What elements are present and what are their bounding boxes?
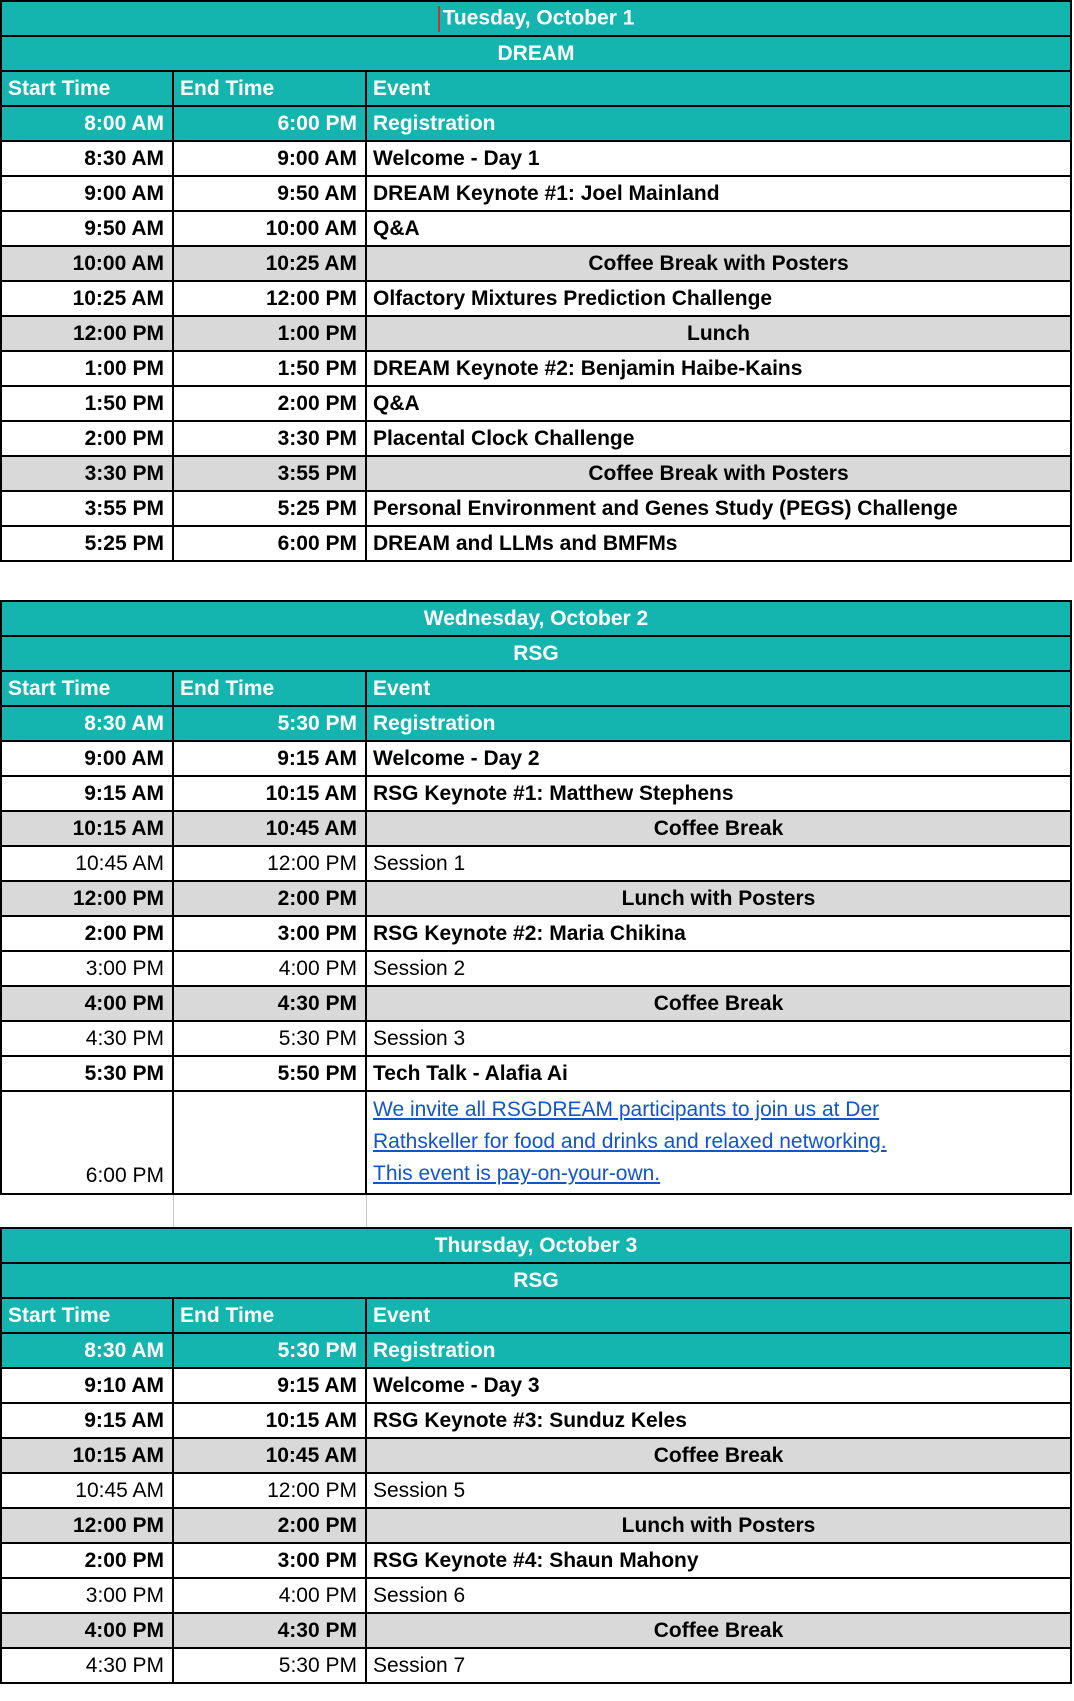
end-time-cell[interactable]: 2:00 PM [173,386,366,421]
event-cell[interactable]: Registration [366,706,1071,741]
start-time-cell[interactable]: 10:45 AM [1,1473,173,1508]
schedule-row [1,881,1071,916]
end-time-cell[interactable]: 5:25 PM [173,491,366,526]
day-title-row [1,601,1071,636]
end-time-cell[interactable]: 2:00 PM [173,881,366,916]
end-time-cell[interactable]: 4:00 PM [173,951,366,986]
event-cell[interactable]: Coffee Break with Posters [366,456,1071,491]
column-header-start[interactable]: Start Time [1,1298,173,1333]
column-header-start[interactable]: Start Time [1,671,173,706]
track-title-cell[interactable]: RSG [1,1263,1071,1298]
schedule-row [1,386,1071,421]
column-header-end[interactable]: End Time [173,71,366,106]
end-time-cell[interactable]: 12:00 PM [173,281,366,316]
end-time-cell[interactable]: 10:00 AM [173,211,366,246]
event-cell[interactable]: RSG Keynote #2: Maria Chikina [366,916,1071,951]
end-time-cell[interactable]: 4:00 PM [173,1578,366,1613]
start-time-cell[interactable]: 5:25 PM [1,526,173,561]
schedule-row [1,1403,1071,1438]
schedule-table-tuesday [0,0,1072,562]
schedule-row [1,1648,1071,1683]
event-cell[interactable]: Registration [366,106,1071,141]
column-header-event[interactable]: Event [366,1298,1071,1333]
schedule-row [1,1508,1071,1543]
schedule-row [1,106,1071,141]
event-cell[interactable]: Personal Environment and Genes Study (PEGS) Challenge [366,491,1071,526]
start-time-cell[interactable]: 10:45 AM [1,846,173,881]
event-cell[interactable]: Coffee Break [366,1613,1071,1648]
schedule-row [1,141,1071,176]
end-time-cell[interactable]: 3:30 PM [173,421,366,456]
start-time-cell[interactable]: 3:00 PM [1,1578,173,1613]
event-cell[interactable]: Session 1 [366,846,1071,881]
day-title-row [1,1228,1071,1263]
event-cell[interactable]: Welcome - Day 2 [366,741,1071,776]
column-header-start[interactable]: Start Time [1,71,173,106]
start-time-cell[interactable]: 9:00 AM [1,741,173,776]
start-time-cell[interactable]: 4:30 PM [1,1021,173,1056]
column-header-end[interactable]: End Time [173,671,366,706]
event-cell[interactable]: Coffee Break with Posters [366,246,1071,281]
schedule-row [1,951,1071,986]
start-time-cell[interactable]: 3:55 PM [1,491,173,526]
event-cell[interactable]: Session 2 [366,951,1071,986]
schedule-row [1,246,1071,281]
schedule-row [1,916,1071,951]
schedule-row [1,986,1071,1021]
networking-event-link[interactable]: Rathskeller for food and drinks and relaxed networking. [373,1130,887,1153]
schedule-row [1,1056,1071,1091]
end-time-cell[interactable]: 5:30 PM [173,1648,366,1683]
schedule-row [1,1368,1071,1403]
day-title: Wednesday, October 2 [423,606,649,630]
start-time-cell[interactable]: 9:15 AM [1,776,173,811]
column-header-event[interactable]: Event [366,671,1071,706]
end-time-cell[interactable]: 3:00 PM [173,916,366,951]
schedule-row [1,1194,1071,1227]
end-time-cell[interactable]: 12:00 PM [173,846,366,881]
event-cell[interactable]: DREAM and LLMs and BMFMs [366,526,1071,561]
start-time-cell[interactable]: 2:00 PM [1,421,173,456]
schedule-row [1,1333,1071,1368]
end-time-cell[interactable]: 6:00 PM [173,526,366,561]
end-time-cell[interactable]: 9:15 AM [173,741,366,776]
schedule-row [1,741,1071,776]
event-cell[interactable]: Lunch with Posters [366,881,1071,916]
event-cell-empty[interactable] [366,1194,1071,1227]
start-time-cell[interactable]: 9:10 AM [1,1368,173,1403]
event-cell[interactable]: Lunch [366,316,1071,351]
end-time-cell[interactable]: 4:30 PM [173,986,366,1021]
event-cell[interactable]: Welcome - Day 1 [366,141,1071,176]
end-time-cell[interactable]: 6:00 PM [173,106,366,141]
track-row [1,636,1071,671]
start-time-cell[interactable]: 5:30 PM [1,1056,173,1091]
event-cell[interactable]: Q&A [366,211,1071,246]
schedule-row [1,211,1071,246]
schedule-row [1,281,1071,316]
start-time-cell-empty[interactable] [1,1194,173,1227]
cell-cursor-line [438,6,440,32]
start-time-cell[interactable]: 10:15 AM [1,1438,173,1473]
column-header-row [1,671,1071,706]
event-cell[interactable]: Session 7 [366,1648,1071,1683]
schedule-row [1,351,1071,386]
end-time-cell[interactable] [173,1091,366,1194]
schedule-row [1,706,1071,741]
event-cell[interactable]: RSG Keynote #3: Sunduz Keles [366,1403,1071,1438]
end-time-cell[interactable]: 10:25 AM [173,246,366,281]
networking-event-link[interactable]: This event is pay-on-your-own. [373,1162,661,1185]
start-time-cell[interactable]: 12:00 PM [1,1508,173,1543]
event-cell [366,1091,1071,1194]
event-cell[interactable]: Session 5 [366,1473,1071,1508]
start-time-cell[interactable]: 9:00 AM [1,176,173,211]
start-time-cell[interactable]: 9:15 AM [1,1403,173,1438]
end-time-cell[interactable]: 4:30 PM [173,1613,366,1648]
schedule-row [1,846,1071,881]
end-time-cell[interactable]: 10:45 AM [173,811,366,846]
schedule-row [1,776,1071,811]
schedule-row [1,811,1071,846]
schedule-row [1,526,1071,561]
end-time-cell[interactable]: 2:00 PM [173,1508,366,1543]
start-time-cell[interactable]: 4:00 PM [1,1613,173,1648]
start-time-cell[interactable]: 10:25 AM [1,281,173,316]
schedule-row [1,421,1071,456]
start-time-cell[interactable]: 8:00 AM [1,106,173,141]
schedule-table-wednesday [0,600,1072,1227]
event-cell[interactable]: RSG Keynote #4: Shaun Mahony [366,1543,1071,1578]
start-time-cell[interactable]: 6:00 PM [1,1091,173,1194]
day-title: Thursday, October 3 [434,1233,638,1257]
schedule-row [1,1578,1071,1613]
event-cell[interactable]: Tech Talk - Alafia Ai [366,1056,1071,1091]
event-cell[interactable]: Session 3 [366,1021,1071,1056]
column-header-row [1,1298,1071,1333]
start-time-cell[interactable]: 4:30 PM [1,1648,173,1683]
start-time-cell[interactable]: 12:00 PM [1,881,173,916]
schedule-row [1,1543,1071,1578]
start-time-cell[interactable]: 8:30 AM [1,706,173,741]
end-time-cell[interactable]: 5:30 PM [173,706,366,741]
day-title-cell[interactable] [1,601,1071,636]
event-cell[interactable]: Placental Clock Challenge [366,421,1071,456]
end-time-cell[interactable]: 10:15 AM [173,776,366,811]
event-cell[interactable]: Coffee Break [366,1438,1071,1473]
end-time-cell[interactable]: 1:00 PM [173,316,366,351]
track-title-cell[interactable]: DREAM [1,36,1071,71]
event-cell[interactable]: DREAM Keynote #2: Benjamin Haibe-Kains [366,351,1071,386]
end-time-cell[interactable]: 9:00 AM [173,141,366,176]
track-title-cell[interactable]: RSG [1,636,1071,671]
day-title-cell[interactable] [1,1,1071,36]
end-time-cell[interactable]: 5:50 PM [173,1056,366,1091]
start-time-cell[interactable]: 3:30 PM [1,456,173,491]
column-header-event[interactable]: Event [366,71,1071,106]
event-cell[interactable]: Welcome - Day 3 [366,1368,1071,1403]
event-cell[interactable]: Q&A [366,386,1071,421]
column-header-end[interactable]: End Time [173,1298,366,1333]
end-time-cell[interactable]: 5:30 PM [173,1021,366,1056]
start-time-cell[interactable]: 8:30 AM [1,141,173,176]
column-header-row [1,71,1071,106]
event-cell[interactable]: RSG Keynote #1: Matthew Stephens [366,776,1071,811]
schedule-row [1,1438,1071,1473]
end-time-cell[interactable]: 5:30 PM [173,1333,366,1368]
start-time-cell[interactable]: 4:00 PM [1,986,173,1021]
end-time-cell[interactable]: 10:15 AM [173,1403,366,1438]
event-cell[interactable]: Olfactory Mixtures Prediction Challenge [366,281,1071,316]
event-cell[interactable]: Coffee Break [366,986,1071,1021]
start-time-cell[interactable]: 9:50 AM [1,211,173,246]
schedule-row [1,1021,1071,1056]
event-cell[interactable]: DREAM Keynote #1: Joel Mainland [366,176,1071,211]
start-time-cell[interactable]: 10:15 AM [1,811,173,846]
networking-event-link[interactable]: We invite all RSGDREAM participants to join us at Der [373,1098,880,1121]
schedule-table-thursday [0,1227,1072,1684]
end-time-cell[interactable]: 9:15 AM [173,1368,366,1403]
start-time-cell[interactable]: 12:00 PM [1,316,173,351]
start-time-cell[interactable]: 8:30 AM [1,1333,173,1368]
start-time-cell[interactable]: 2:00 PM [1,1543,173,1578]
day-title-cell[interactable] [1,1228,1071,1263]
end-time-cell[interactable]: 12:00 PM [173,1473,366,1508]
start-time-cell[interactable]: 1:00 PM [1,351,173,386]
end-time-cell[interactable]: 9:50 AM [173,176,366,211]
event-cell[interactable]: Coffee Break [366,811,1071,846]
start-time-cell[interactable]: 10:00 AM [1,246,173,281]
event-cell[interactable]: Session 6 [366,1578,1071,1613]
track-row [1,36,1071,71]
schedule-row [1,1473,1071,1508]
end-time-cell[interactable]: 3:55 PM [173,456,366,491]
schedule-row [1,491,1071,526]
schedule-row [1,176,1071,211]
start-time-cell[interactable]: 1:50 PM [1,386,173,421]
end-time-cell[interactable]: 1:50 PM [173,351,366,386]
event-cell[interactable]: Lunch with Posters [366,1508,1071,1543]
start-time-cell[interactable]: 2:00 PM [1,916,173,951]
schedule-row [1,1091,1071,1194]
end-time-cell-empty[interactable] [173,1194,366,1227]
schedule-row [1,1613,1071,1648]
end-time-cell[interactable]: 3:00 PM [173,1543,366,1578]
day-title: Tuesday, October 1 [442,6,635,30]
track-row [1,1263,1071,1298]
start-time-cell[interactable]: 3:00 PM [1,951,173,986]
day-title-row [1,1,1071,36]
schedule-row [1,316,1071,351]
event-cell[interactable]: Registration [366,1333,1071,1368]
schedule-row [1,456,1071,491]
end-time-cell[interactable]: 10:45 AM [173,1438,366,1473]
